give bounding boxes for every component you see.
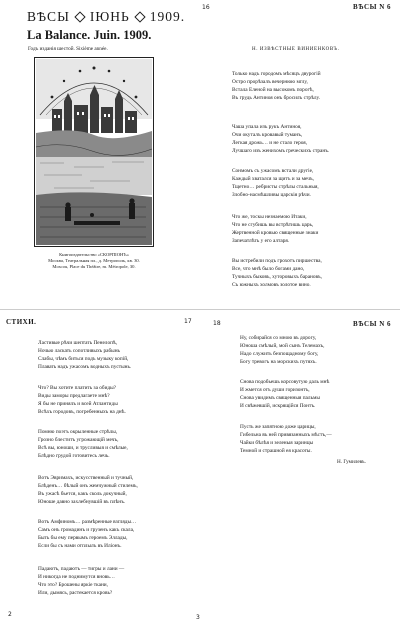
stanza xyxy=(240,378,329,410)
poem-line: Всѣхъ городовъ, погребенныхъ на днѣ. xyxy=(38,409,126,416)
poem-line: И свѣжевшій, искрящійся Понтъ. xyxy=(240,403,316,410)
stanza xyxy=(38,339,131,371)
page-mark-bottom-center: 3 xyxy=(196,614,200,621)
poem-line: Я бы не принялъ и всей Атлантиды xyxy=(38,401,118,408)
running-head-lower-right: ВѢСЫ N 6 xyxy=(353,320,391,328)
poem-line: Надо служить безпощадному богу, xyxy=(240,351,319,358)
poem-line: Юноша смѣлый, мой сынъ Телемахъ, xyxy=(240,343,325,350)
page-number-18: 18 xyxy=(213,320,221,327)
poem-line: Запечатлѣть у его алтаря. xyxy=(232,238,290,245)
poem-heading: Н. ИЗВѢСТНЫЕ ВИНИЕНКОВЪ. xyxy=(252,47,340,52)
page-divider xyxy=(0,309,400,310)
poem-line: Встала Еленой на высокомъ порогѣ, xyxy=(232,87,314,94)
masthead-title: ВѢСЫ xyxy=(27,9,70,24)
poem-line: Въ ужасѣ бьется, какъ сколь докучный, xyxy=(38,491,127,498)
poem-line: Остро прорѣзалъ вечернюю мглу, xyxy=(232,79,308,86)
poem-line: Плавать надъ ужасомъ водныхъ пустынь. xyxy=(38,364,132,371)
poem-line: Всѣ вы, юноши, и трусливыя и смѣлые, xyxy=(38,445,128,452)
masthead-year: 1909. xyxy=(149,9,186,24)
stanza xyxy=(240,334,324,366)
poem-line: Блѣдно грудой готовитесь лечь. xyxy=(38,453,110,460)
stanza xyxy=(240,423,332,455)
plate-caption-publisher: Книгоиздательство «СКОРПІОНЪ» xyxy=(59,252,129,257)
plate-caption-address-fr: Moscou, Place du Théâtre, m. Métropole, 30. xyxy=(52,264,136,269)
poem-line: Если бы съ нами отплылъ въ Иліонъ. xyxy=(38,543,122,550)
poem-line: Въ грудь Антиноя онъ бросилъ стрѣлу. xyxy=(232,95,320,102)
poem-line: Что не сгубишь вы встрѣтишь царь, xyxy=(232,222,314,229)
poem-line: Сонмомъ съ ужасомъ встали другіе, xyxy=(232,168,314,174)
poem-line: Слабы, чѣмъ биться подъ музыку копій, xyxy=(38,356,129,363)
plate-caption-address-ru: Москва, Театральная пл., д. Метрополь, кв. 30. xyxy=(48,258,140,263)
poem-line: Тщетно… ребристы стрѣлы стальныя, xyxy=(232,184,319,191)
masthead-month: ІЮНЬ xyxy=(89,9,130,24)
masthead-subtitle: Годъ изданія шестой. Sixième année. xyxy=(28,46,108,52)
masthead-french: La Balance. Juin. 1909. xyxy=(27,28,152,42)
poem-line: Пусть же запятною доже царицы, xyxy=(240,424,316,430)
poem-line: Вы истребили подъ грохотъ пиршества, xyxy=(232,258,322,264)
poem-line: Чайки бѣлѣя и зеленыя заринцы xyxy=(240,440,314,447)
poem-line: Каждый хватался за щитъ и за мечъ, xyxy=(232,176,314,183)
poem-line: Ну, собирайся со мною въ дорогу, xyxy=(240,335,317,341)
poem-line: Вотъ Амфиномъ… размѣренные взгляды… xyxy=(38,519,137,525)
poem-line: Чаша упала изъ рукъ Антиноя, xyxy=(232,124,302,130)
poem-line: Виды заморы предлагаете мнѣ? xyxy=(38,393,110,400)
poem-author: Н. Гумилевъ. xyxy=(337,459,366,465)
poem-line: Лучшаго изъ женихомъ греческихъ странъ. xyxy=(232,148,330,155)
poem-line: Ластивые рѣчи шептать Пенелопѣ, xyxy=(38,340,118,346)
stanza xyxy=(38,384,126,416)
running-head-lower-left: СТИХИ. xyxy=(6,318,37,326)
running-head-top-right: ВѢСЫ N 6 xyxy=(353,3,391,11)
poem-line: Юноше давно захлебнувшій въ плѣнъ. xyxy=(38,499,126,506)
page-number-17: 17 xyxy=(184,318,192,325)
poem-line: Злобно-насмѣшливы царскія рѣчи. xyxy=(232,192,311,199)
poem-line: Падаютъ, падаютъ — тигры и лани — xyxy=(38,566,125,572)
diamond-ornament-icon xyxy=(74,11,85,22)
poem-line: Ночью ласкать сопотливыхъ рабынь xyxy=(38,348,120,355)
poem-line: Снова подобьешь корсовутую даль мнѣ xyxy=(240,379,330,385)
poem-line: Съ южныхъ холмовъ золотое вино. xyxy=(232,282,311,289)
stanza xyxy=(232,70,321,102)
poem-line: Быть бы ему первымъ героемъ Эллады, xyxy=(38,535,128,542)
poem-line: Помню поэтъ окрыленные стрѣлы, xyxy=(38,429,118,435)
poem-line: Очи окуталъ кровавый туманъ, xyxy=(232,132,303,139)
masthead-russian xyxy=(27,9,185,25)
poem-line: Вотъ Эвримахъ, искусственный и тучный, xyxy=(38,475,134,481)
stanza xyxy=(38,565,124,597)
poem-line: Легкая дрожь… и не стало героя, xyxy=(232,140,308,147)
poem-line: Что же, тоскы незнаемою Итаки, xyxy=(232,214,307,220)
poem-line: Тучныхъ быковъ, хуторовыхъ барановъ, xyxy=(232,274,322,281)
stanza xyxy=(38,428,128,460)
poem-line: Что это? Брошены яркіе ткани, xyxy=(38,582,108,589)
diamond-ornament-icon xyxy=(134,11,145,22)
poem-line: И никогда не поднимутся вновь… xyxy=(38,574,115,581)
poem-line: Блѣденъ… бѣлый онъ жемчужный стилемъ, xyxy=(38,483,138,490)
poem-line: Что? Вы хотите платить за обиды? xyxy=(38,385,117,391)
stanza xyxy=(232,167,319,199)
stanza xyxy=(38,474,138,506)
poem-line: Снова увидимъ священныя пальмы xyxy=(240,395,320,402)
poem-line: Все, что мнѣ было богами дано, xyxy=(232,266,305,273)
stanza xyxy=(38,518,136,550)
poem-line: Только надъ городомъ мѣсяцъ двурогій xyxy=(232,71,321,77)
page-number-16: 16 xyxy=(202,4,210,11)
page-mark-bottom-left: 2 xyxy=(8,611,12,618)
stanza xyxy=(232,213,318,245)
stanza xyxy=(232,123,329,155)
poem-line: Богу тревогъ на морскихъ путяхъ. xyxy=(240,359,317,366)
frontispiece-engraving xyxy=(34,57,154,247)
poem-line: Жертвенной кровью священные знаки xyxy=(232,230,319,237)
poem-line: Темной и страшной ея красоты. xyxy=(240,448,312,455)
poem-line: Гибельна въ ней привязанныхъ мѣстъ,— xyxy=(240,432,332,439)
poem-line: Грозно блеститъ угрожающій мечъ, xyxy=(38,437,119,444)
poem-line: Самъ онъ громадинъ и грузенъ какъ скала, xyxy=(38,527,135,534)
stanza xyxy=(232,257,322,289)
poem-line: Или, дымясь, растекается кровь? xyxy=(38,590,113,597)
poem-line: И жмется отъ души горизонтъ, xyxy=(240,387,310,394)
